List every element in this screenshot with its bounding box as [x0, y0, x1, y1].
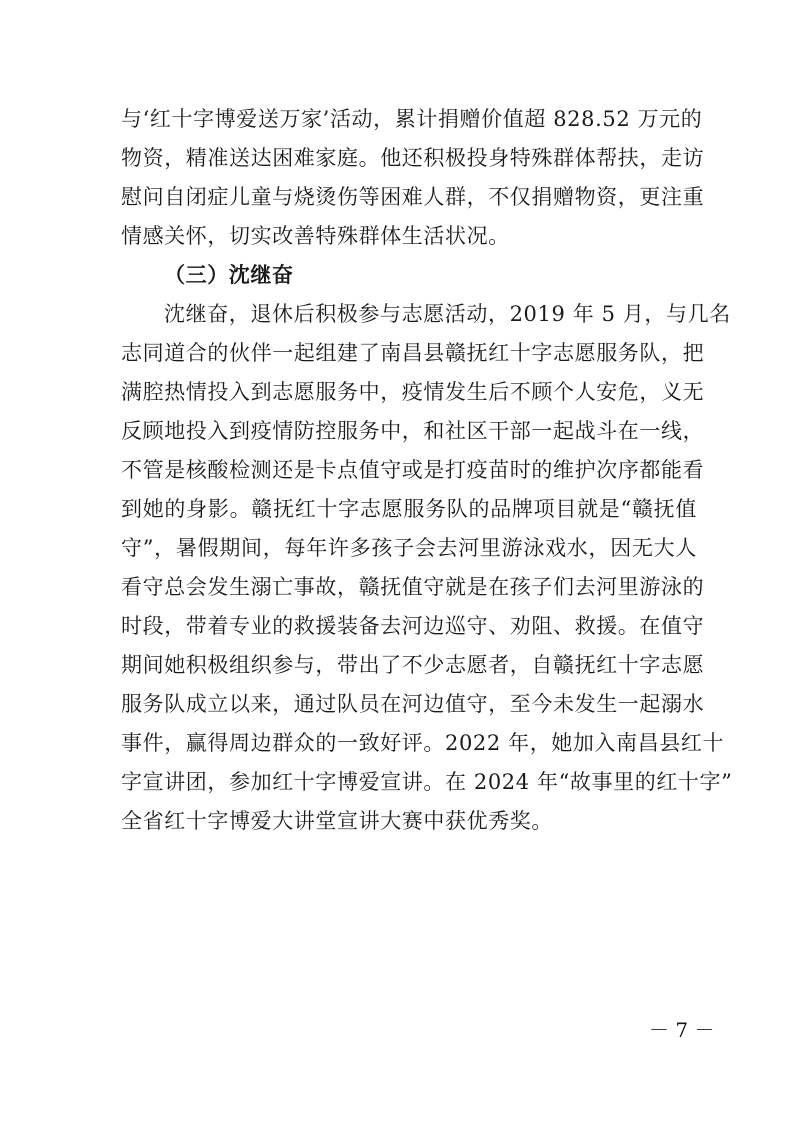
paragraph-line: 反顾地投入到疫情防控服务中，和社区干部一起战斗在一线， [121, 419, 705, 443]
paragraph-line: 服务队成立以来，通过队员在河边值守，至今未发生一起溺水 [121, 692, 705, 716]
paragraph-line: 时段，带着专业的救援装备去河边巡守、劝阻、救援。在值守 [121, 614, 705, 638]
paragraph-line: 看守总会发生溺亡事故，赣抚值守就是在孩子们去河里游泳的 [121, 575, 705, 599]
paragraph-line: 到她的身影。赣抚红十字志愿服务队的品牌项目就是“赣抚值 [121, 497, 697, 521]
paragraph-line: 与‘红十字博爱送万家’活动，累计捐赠价值超 828.52 万元的 [121, 107, 703, 131]
paragraph-line: 情感关怀，切实改善特殊群体生活状况。 [121, 224, 510, 248]
paragraph-line: 不管是核酸检测还是卡点值守或是打疫苗时的维护次序都能看 [121, 458, 705, 482]
paragraph-line: 全省红十字博爱大讲堂宣讲大赛中获优秀奖。 [121, 809, 553, 833]
paragraph-line: 沈继奋，退休后积极参与志愿活动，2019 年 5 月，与几名 [164, 302, 731, 326]
paragraph-line: 慰问自闭症儿童与烧烫伤等困难人群，不仅捐赠物资，更注重 [121, 185, 705, 209]
paragraph-line: 满腔热情投入到志愿服务中，疫情发生后不顾个人安危，义无 [121, 380, 705, 404]
paragraph-line: 期间她积极组织参与，带出了不少志愿者，自赣抚红十字志愿 [121, 653, 705, 677]
paragraph-line: 志同道合的伙伴一起组建了南昌县赣抚红十字志愿服务队，把 [121, 341, 705, 365]
section-heading: （三）沈继奋 [164, 262, 294, 287]
paragraph-line: 事件，赢得周边群众的一致好评。2022 年，她加入南昌县红十 [121, 731, 725, 755]
page-number: － 7 － [649, 1018, 715, 1042]
paragraph-line: 物资，精准送达困难家庭。他还积极投身特殊群体帮扶，走访 [121, 146, 705, 170]
paragraph-line: 字宣讲团，参加红十字博爱宣讲。在 2024 年“故事里的红十字” [121, 770, 733, 794]
paragraph-line: 守”，暑假期间，每年许多孩子会去河里游泳戏水，因无大人 [121, 536, 697, 560]
